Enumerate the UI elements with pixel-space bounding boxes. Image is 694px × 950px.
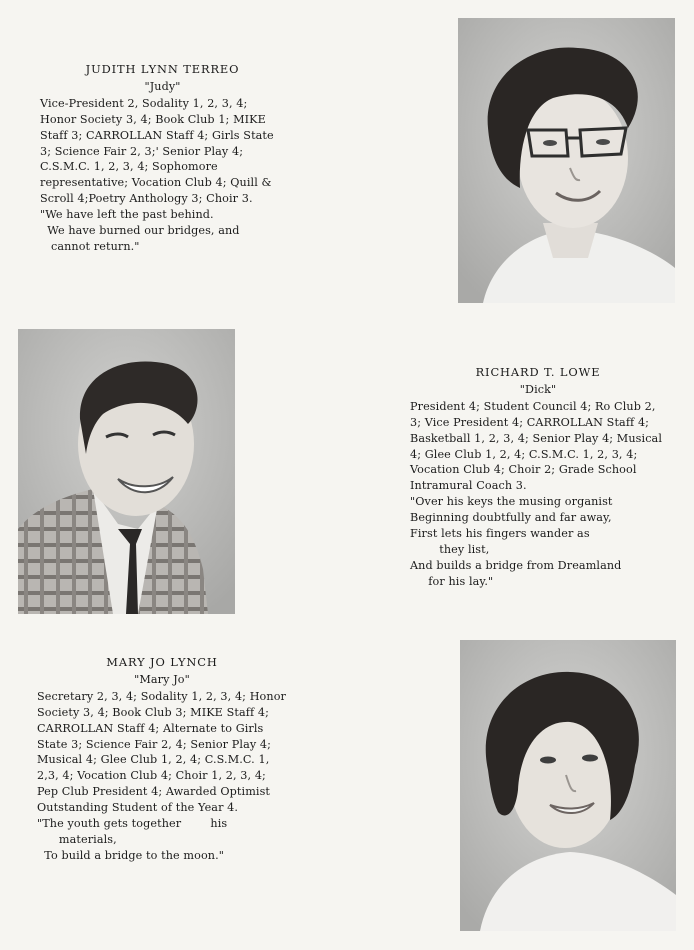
portrait-image	[18, 329, 235, 614]
student-nickname: "Mary Jo"	[134, 672, 190, 686]
student-activities: Secretary 2, 3, 4; Sodality 1, 2, 3, 4; Honor Society 3, 4; Book Club 3; MIKE Staff 4; CARROLLAN Staff 4; Alternate to Girls State 3; Science Fair 2, 4; Senior Play 4; Musical 4; Glee Club 1, 2, 4; C.S.M.C. 1, 2,3, 4; Vocation Club 4; Choir 1, 2, 3, 4; Pep Club President 4; Awarded Optimist Outstanding Student of the Year 4.	[37, 689, 286, 815]
student-quote	[410, 494, 666, 589]
quote-line: for his lay."	[410, 574, 494, 588]
portrait-photo-richard	[18, 329, 235, 614]
portrait-image	[458, 18, 675, 303]
quote-line: cannot return."	[40, 239, 140, 253]
student-nickname: "Judy"	[144, 79, 181, 93]
student-nickname: "Dick"	[519, 382, 557, 396]
quote-line: To build a bridge to the moon."	[37, 848, 225, 862]
quote-line: Beginning doubtfully and far away,	[410, 511, 612, 525]
student-activities: President 4; Student Council 4; Ro Club 2, 3; Vice President 4; CARROLLAN Staff 4; Basketball 1, 2, 3, 4; Senior Play 4; Musical 4; Glee Club 1, 2, 4; C.S.M.C. 1, 2, 3, 4; Vocation Club 4; Choir 2; Grade School Intramural Coach 3.	[410, 399, 663, 493]
quote-line: And builds a bridge from Dreamland	[410, 558, 622, 572]
quote-line: First lets his fingers wander as	[410, 527, 590, 541]
quote-line: "We have left the past behind.	[40, 208, 214, 222]
entry-richard-lowe	[410, 365, 666, 590]
student-quote	[37, 816, 287, 864]
quote-line: We have burned our bridges, and	[40, 224, 240, 238]
quote-line: "The youth gets together his	[37, 817, 228, 831]
quote-line: they list,	[410, 542, 490, 556]
entry-judith-terreo	[40, 62, 285, 255]
student-activities: Vice-President 2, Sodality 1, 2, 3, 4; Honor Society 3, 4; Book Club 1; MIKE Staff 3; CARROLLAN Staff 4; Girls State 3; Science Fair 2, 3;' Senior Play 4; C.S.M.C. 1, 2, 3, 4; Sophomore representative; Vocation Club 4; Quill & Scroll 4;Poetry Anthology 3; Choir 3.	[40, 96, 274, 206]
student-name: RICHARD T. LOWE	[475, 365, 601, 379]
student-quote	[40, 207, 285, 255]
quote-line: materials,	[37, 832, 117, 846]
entry-mary-jo-lynch	[37, 655, 287, 864]
quote-line: "Over his keys the musing organist	[410, 495, 613, 509]
portrait-image	[460, 640, 676, 931]
portrait-photo-mary-jo	[460, 640, 676, 931]
portrait-photo-judith	[458, 18, 675, 303]
student-name: MARY JO LYNCH	[106, 655, 218, 669]
student-name: JUDITH LYNN TERREO	[85, 62, 240, 76]
